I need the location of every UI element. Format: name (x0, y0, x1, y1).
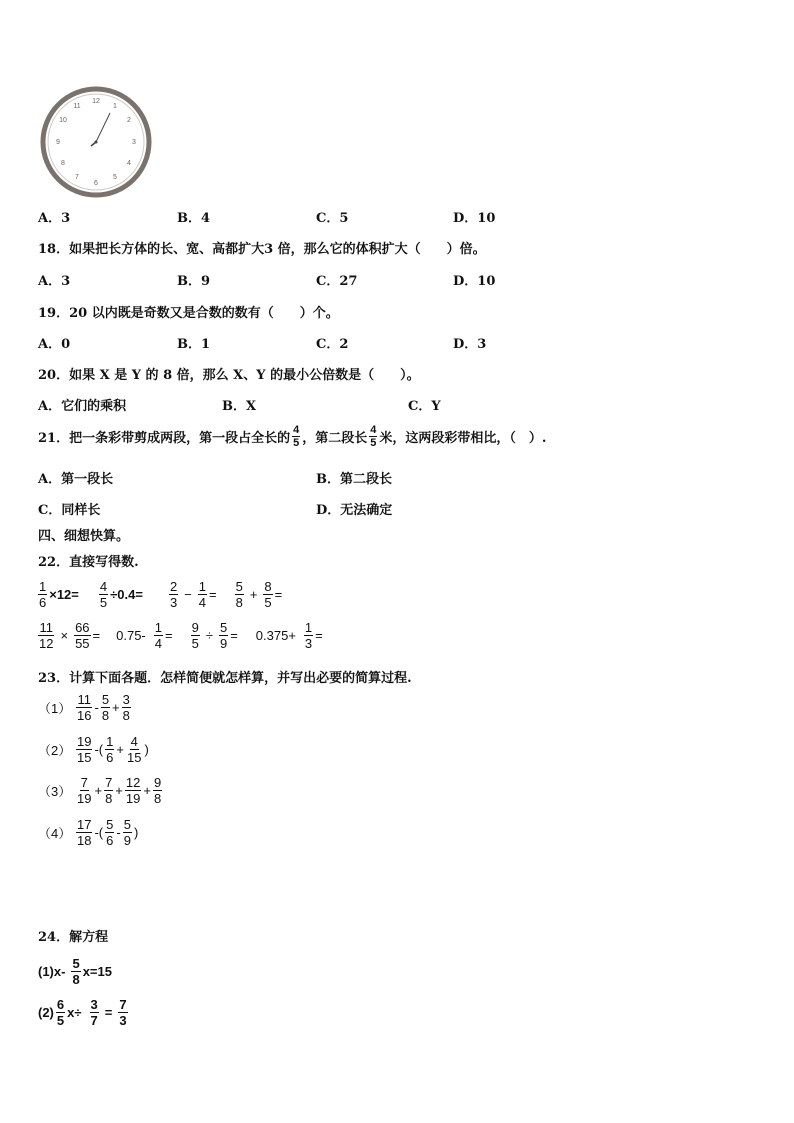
q21-text-1: 21．把一条彩带剪成两段，第一段占全长的 (38, 431, 291, 446)
fraction: $\frac{9}{5}$ (191, 620, 199, 651)
fraction: $\frac{5}{8}$ (101, 692, 110, 723)
fraction: $\frac{8}{5}$ (264, 579, 272, 610)
q23-problem-4: （4） $\frac{17}{18}$ -( $\frac{5}{6}$ - $\frac{5}{9}$ ) (38, 817, 139, 848)
fraction: $\frac{7}{3}$ (119, 997, 127, 1028)
q18-option-b: B．9 (177, 274, 211, 289)
q20-question: 20．如果 X 是 Y 的 8 倍，那么 X、Y 的最小公倍数是（ ）。 (38, 368, 420, 383)
fraction: $\frac{7}{19}$ (77, 775, 92, 806)
fraction: $\frac{5}{6}$ (106, 817, 114, 848)
q19-option-b: B．1 (177, 337, 211, 352)
clock-numeral: 7 (75, 174, 79, 181)
fraction: $\frac{19}{15}$ (77, 734, 92, 765)
q17-option-a: A．3 (38, 211, 71, 226)
q22-expr: $\frac{11}{12}$ × $\frac{66}{55}$ = (39, 620, 101, 651)
fraction: $\frac{1}{4}$ (198, 579, 206, 610)
clock-numeral: 2 (127, 117, 131, 124)
clock-numeral: 4 (127, 160, 131, 167)
q19-option-d: D．3 (453, 337, 487, 352)
clock-numeral: 5 (113, 174, 117, 181)
clock-image (40, 86, 152, 198)
q22-expr: $\frac{5}{8}$ + $\frac{8}{5}$ = (235, 579, 283, 610)
q22-row-2 (36, 620, 323, 651)
q23-title: 23．计算下面各题．怎样简便就怎样算，并写出必要的简算过程. (38, 671, 412, 686)
q22-expr: $\frac{2}{3}$ − $\frac{1}{4}$ = (169, 579, 217, 610)
q22-expr: $\frac{9}{5}$ ÷ $\frac{5}{9}$ = (191, 620, 238, 651)
q19-question: 19．20 以内既是奇数又是合数的数有（ ）个。 (38, 306, 339, 321)
clock-numeral: 1 (113, 103, 117, 110)
fraction: $\frac{1}{3}$ (304, 620, 313, 651)
fraction: $\frac{5}{8}$ (235, 579, 243, 610)
clock-numeral: 12 (92, 98, 100, 105)
fraction: $\frac{4}{5}$ (99, 579, 108, 610)
section-title: 四、细想快算。 (38, 529, 130, 544)
q23-problem-1: （1） $\frac{11}{16}$ - $\frac{5}{8}$ + $\frac{3}{8}$ (38, 692, 130, 723)
fraction: $\frac{4}{15}$ (126, 734, 142, 765)
clock-numeral: 8 (61, 160, 65, 167)
fraction: $\frac{1}{6}$ (39, 579, 47, 610)
fraction: $\frac{11}{16}$ (77, 692, 92, 723)
q24-equation-2: (2) $\frac{6}{5}$ x÷ $\frac{3}{7}$ = $\frac{7}{3}$ (38, 997, 127, 1028)
fraction: $\frac{6}{5}$ (56, 997, 65, 1028)
q20-option-c: C．Y (408, 399, 441, 414)
fraction: $\frac{3}{8}$ (122, 692, 130, 723)
q22-expr: $\frac{1}{6}$ ×12= (39, 579, 79, 610)
clock-numeral: 6 (94, 180, 98, 187)
fraction: $\frac{11}{12}$ (39, 620, 54, 651)
q22-expr: 0.375+ $\frac{1}{3}$ = (255, 620, 323, 651)
q20-option-b: B．X (222, 399, 257, 414)
fraction: $\frac{7}{8}$ (105, 775, 113, 806)
q21-fraction-1: $\frac{4}{5}$ (293, 424, 300, 449)
q18-option-d: D．10 (453, 274, 496, 289)
q24-title: 24．解方程 (38, 930, 109, 945)
clock-numeral: 3 (132, 139, 136, 146)
q22-row-1 (36, 579, 282, 610)
fraction: $\frac{12}{19}$ (125, 775, 141, 806)
q23-problem-3: （3） $\frac{7}{19}$ + $\frac{7}{8}$ + $\frac{12}{19}$ + $\frac{9}{8}$ (38, 775, 162, 806)
q22-expr: $\frac{4}{5}$ ÷0.4= (99, 579, 143, 610)
fraction: $\frac{5}{8}$ (72, 956, 80, 987)
q21-option-a: A．第一段长 (38, 472, 114, 487)
q20-option-a: A．它们的乘积 (38, 399, 127, 414)
q22-title: 22．直接写得数. (38, 555, 139, 570)
fraction: $\frac{17}{18}$ (77, 817, 92, 848)
q21-option-b: B．第二段长 (316, 472, 392, 487)
fraction: $\frac{66}{55}$ (75, 620, 90, 651)
clock-numeral: 10 (59, 117, 67, 124)
fraction: $\frac{9}{8}$ (153, 775, 162, 806)
q21-option-d: D．无法确定 (316, 503, 393, 518)
q21-text-2: ，第二段长 (302, 431, 368, 446)
q22-expr: 0.75- $\frac{1}{4}$ = (116, 620, 173, 651)
q21-question (38, 424, 546, 449)
q21-fraction-2: $\frac{4}{5}$ (370, 424, 377, 449)
q23-problem-2: （2） $\frac{19}{15}$ -( $\frac{1}{6}$ + $\frac{4}{15}$ ) (38, 734, 149, 765)
q18-question: 18．如果把长方体的长、宽、高都扩大3 倍，那么它的体积扩大（ ）倍。 (38, 242, 486, 257)
q17-option-b: B．4 (177, 211, 211, 226)
q24-equation-1: (1)x- $\frac{5}{8}$ x=15 (38, 956, 112, 987)
q19-option-a: A．0 (38, 337, 71, 352)
q17-option-c: C．5 (316, 211, 349, 226)
q18-option-c: C．27 (316, 274, 358, 289)
fraction: $\frac{1}{6}$ (106, 734, 114, 765)
clock-numeral: 11 (73, 103, 81, 110)
q21-option-c: C．同样长 (38, 503, 101, 518)
fraction: $\frac{2}{3}$ (169, 579, 178, 610)
fraction: $\frac{3}{7}$ (90, 997, 98, 1028)
fraction: $\frac{1}{4}$ (154, 620, 162, 651)
fraction: $\frac{5}{9}$ (123, 817, 131, 848)
q21-text-3: 米，这两段彩带相比，（ ）. (379, 431, 547, 446)
clock-numeral: 9 (56, 139, 60, 146)
q17-option-d: D．10 (453, 211, 496, 226)
q19-option-c: C．2 (316, 337, 349, 352)
fraction: $\frac{5}{9}$ (219, 620, 228, 651)
q18-option-a: A．3 (38, 274, 71, 289)
